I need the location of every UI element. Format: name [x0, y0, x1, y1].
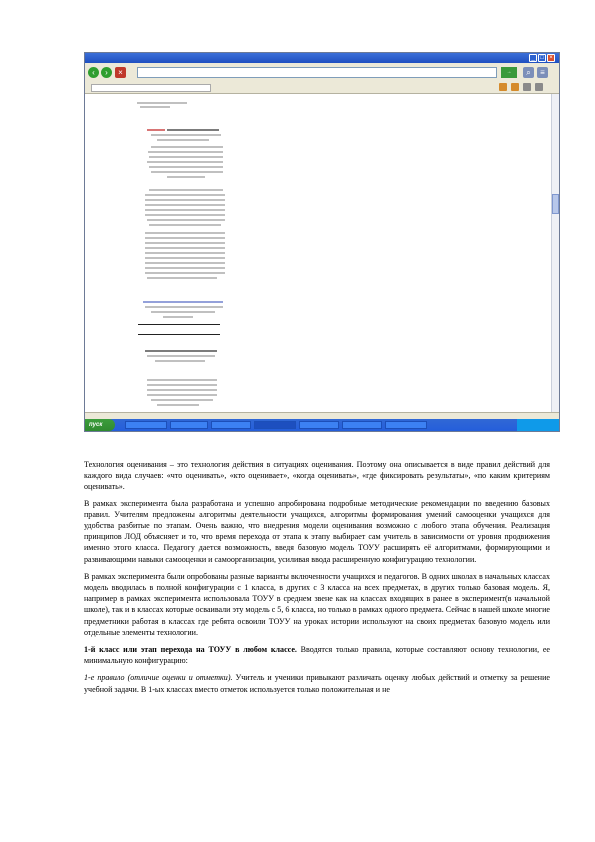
- browser-toolbar: [85, 63, 559, 84]
- browser-screenshot: [84, 52, 560, 432]
- taskbar-item[interactable]: [342, 421, 382, 429]
- document-body: [84, 459, 550, 701]
- taskbar-item[interactable]: [211, 421, 251, 429]
- taskbar-item[interactable]: [125, 421, 167, 429]
- page-tab[interactable]: [91, 84, 211, 92]
- vertical-scrollbar[interactable]: [551, 94, 559, 412]
- window-titlebar: [85, 53, 559, 63]
- stop-icon[interactable]: ×: [115, 67, 126, 78]
- rule-heading: 1-е правило (отличие оценки и отметки).: [84, 673, 233, 683]
- menu-icon[interactable]: ≡: [537, 67, 548, 78]
- search-icon[interactable]: ⌕: [523, 67, 534, 78]
- taskbar-item[interactable]: [299, 421, 339, 429]
- minimize-icon[interactable]: _: [529, 54, 537, 62]
- status-bar: [85, 412, 559, 419]
- stage-heading: 1-й класс или этап перехода на ТОУУ в любом классе.: [84, 645, 297, 655]
- page-content: [85, 94, 551, 412]
- favorites-bar: [85, 83, 559, 94]
- taskbar-item[interactable]: [385, 421, 427, 429]
- home-icon[interactable]: [499, 83, 507, 91]
- address-bar[interactable]: [137, 67, 497, 78]
- taskbar-item[interactable]: [254, 421, 296, 429]
- back-icon[interactable]: ‹: [88, 67, 99, 78]
- system-tray: [517, 419, 559, 431]
- taskbar-item[interactable]: [170, 421, 208, 429]
- paragraph: В рамках эксперимента была разработана и успешно апробирована подробные методические рекомендации по введению базовых правил. Учителям предложены алгоритмы деятельности учащихся, алгоритмы формирования умений самооценки учащихся для удобства разбитые по этапам. Очень важно, что внедрения модели оценивания возможно с любого этапа обучения. Реализация принципов ЛОД объясняет и то, что время перехода от этапа к этапу выбирает сам учитель в зависимости от уровня продвижения именно этого класса. Педагогу дается возможность, введя базовую модель ТОУУ расширять её алгоритмами, формирующими и развивающими навыки самооценки и самоорганизации, усиливая ввода расширенную конфигурацию технологии.: [84, 498, 550, 564]
- paragraph: Технология оценивания – это технология действия в ситуациях оценивания. Поэтому она описывается в виде правил действий для каждого вида случаев: «что оценивать», «кто оценивает», «когда оценивать», «где фиксировать результаты», «по каким критериям оценивать».: [84, 460, 550, 492]
- feed-icon[interactable]: [511, 83, 519, 91]
- stage-text: Вводятся только правила, которые составляют основу технологии, ее минимальную конфигурацию:: [84, 645, 550, 666]
- forward-icon[interactable]: ›: [101, 67, 112, 78]
- scrollbar-thumb[interactable]: [552, 194, 559, 214]
- paragraph: [84, 644, 550, 666]
- rule-text: Учитель и ученики привыкают различать оценку любых действий и отметку за решение учебной задачи. В 1-ых классах вместо отметок используется только положительная и не: [84, 673, 550, 694]
- tools-icon[interactable]: [535, 83, 543, 91]
- start-button[interactable]: пуск: [85, 419, 115, 431]
- paragraph: В рамках эксперимента были опробованы разные варианты включенности учащихся и педагогов. В одних школах в начальных классах модель вводилась в полной конфигурации с 1 класса, в других с 3 класса на всех предметах, в других только базовая модель. Я, например в рамках эксперимента использовала ТОУУ в среднем звене как на классах входящих в ранее в эксперимент(в начальной школе), так и в классах которые осваивали эту модель с 5, 6 класса, но только в рамках одного предмета. Сейчас в нашей школе многие предметники работая в классах где ребята освоили ТОУУ на уроках истории используют на своих предметах базовую модель или отдельные элементы технологии.: [84, 571, 550, 637]
- maximize-icon[interactable]: □: [538, 54, 546, 62]
- print-icon[interactable]: [523, 83, 531, 91]
- paragraph: [84, 672, 550, 694]
- taskbar: [85, 419, 559, 431]
- close-icon[interactable]: ×: [547, 54, 555, 62]
- go-button[interactable]: →: [501, 67, 517, 78]
